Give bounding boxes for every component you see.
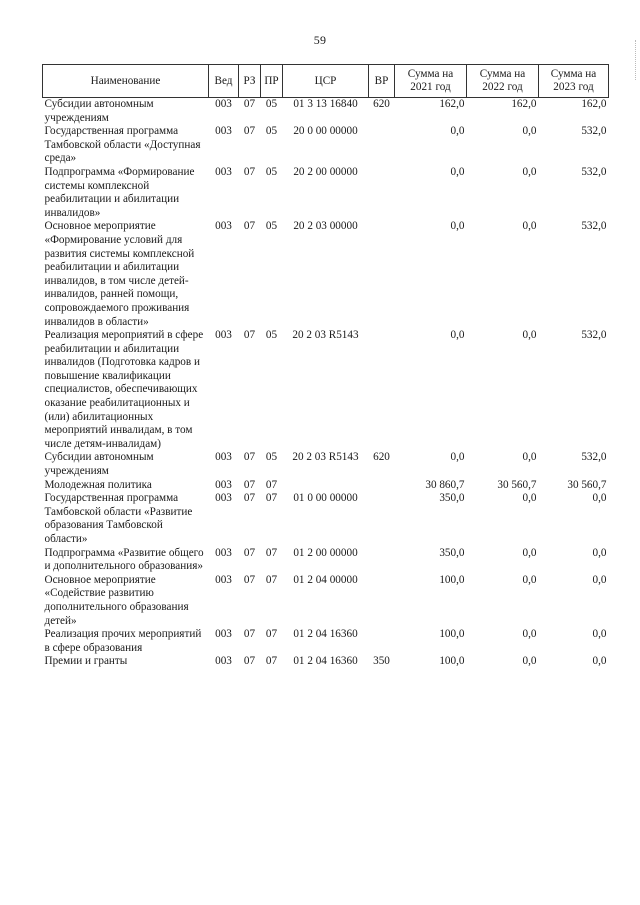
table-row	[43, 220, 609, 329]
cell-vr: 350	[373, 655, 390, 668]
table-header	[43, 65, 609, 98]
cell-ved: 003	[215, 125, 232, 138]
header-sum-2021: Сумма на 2021 год	[395, 65, 467, 98]
cell-pr: 05	[265, 98, 278, 110]
table-row	[43, 492, 609, 546]
cell-sum-2022: 0,0	[522, 165, 537, 178]
cell-csr: 20 0 00 00000	[293, 125, 358, 138]
cell-rz: 07	[243, 329, 256, 342]
cell-rz: 07	[243, 628, 256, 641]
cell-name: Основное мероприятие «Содействие развитию дополнительного образования детей»	[44, 573, 189, 627]
header-name: Наименование	[43, 65, 209, 98]
cell-pr: 05	[265, 165, 278, 178]
cell-rz: 07	[243, 478, 256, 491]
cell-csr: 20 2 03 R5143	[292, 451, 359, 464]
cell-csr: 20 2 03 00000	[293, 220, 358, 233]
header-csr: ЦСР	[283, 65, 369, 98]
header-ved: Вед	[209, 65, 239, 98]
cell-sum-2021: 30 860,7	[425, 478, 465, 491]
cell-sum-2022: 0,0	[522, 220, 537, 233]
cell-sum-2023: 532,0	[581, 220, 607, 233]
cell-sum-2022: 0,0	[522, 329, 537, 342]
table-row	[43, 547, 609, 574]
cell-ved: 003	[215, 220, 232, 233]
cell-csr: 01 2 04 16360	[293, 628, 358, 641]
cell-sum-2021: 0,0	[450, 220, 465, 233]
table-row	[43, 451, 609, 478]
header-vr: ВР	[369, 65, 395, 98]
cell-name: Премии и гранты	[44, 655, 128, 668]
cell-ved: 003	[215, 492, 232, 505]
cell-sum-2022: 0,0	[522, 546, 537, 559]
cell-sum-2021: 100,0	[439, 655, 465, 668]
cell-name: Государственная программа Тамбовской области «Развитие образования Тамбовской области»	[44, 492, 193, 545]
cell-vr	[369, 220, 395, 329]
cell-sum-2022: 0,0	[522, 451, 537, 464]
edge-scan-mark	[632, 40, 636, 80]
cell-rz: 07	[243, 573, 256, 586]
cell-sum-2023: 0,0	[592, 628, 607, 641]
cell-sum-2021: 0,0	[450, 165, 465, 178]
table-row	[43, 166, 609, 220]
cell-pr: 07	[265, 655, 278, 668]
cell-sum-2023: 30 560,7	[567, 478, 607, 491]
cell-sum-2021: 100,0	[439, 628, 465, 641]
cell-vr	[369, 166, 395, 220]
cell-rz: 07	[243, 125, 256, 138]
cell-csr: 01 2 04 00000	[293, 573, 358, 586]
cell-ved: 003	[215, 478, 232, 491]
cell-rz: 07	[243, 165, 256, 178]
cell-ved: 003	[215, 628, 232, 641]
cell-sum-2023: 162,0	[581, 98, 607, 110]
cell-sum-2022: 0,0	[522, 573, 537, 586]
cell-pr: 05	[265, 451, 278, 464]
cell-vr	[369, 479, 395, 493]
cell-ved: 003	[215, 546, 232, 559]
header-sum-2022: Сумма на 2022 год	[467, 65, 539, 98]
cell-vr: 620	[373, 451, 390, 464]
cell-csr: 01 0 00 00000	[293, 492, 358, 505]
cell-csr: 01 2 00 00000	[293, 546, 358, 559]
cell-csr: 01 3 13 16840	[293, 98, 358, 110]
cell-vr	[369, 329, 395, 451]
cell-sum-2021: 350,0	[439, 492, 465, 505]
cell-name: Основное мероприятие «Формирование условий для развития системы комплексной реабилитации и абилитации инвалидов, в том числе детей-инвалидов, ранней помощи, сопровождаемого проживания инвалидов в области»	[44, 220, 195, 328]
cell-csr: 01 2 04 16360	[293, 655, 358, 668]
cell-name: Реализация мероприятий в сфере реабилитации и абилитации инвалидов (Подготовка кадров и повышение квалификации специалистов, обеспечивающих оказание реабилитационных и (или) абилитационных мероприятий инвалидам, в том числе детям-инвалидам)	[44, 329, 204, 450]
cell-name: Субсидии автономным учреждениям	[44, 451, 154, 478]
cell-sum-2023: 532,0	[581, 329, 607, 342]
cell-vr	[369, 492, 395, 546]
cell-csr	[283, 479, 369, 493]
table-row	[43, 98, 609, 126]
budget-table	[42, 64, 609, 669]
cell-sum-2023: 532,0	[581, 125, 607, 138]
table-row	[43, 329, 609, 451]
cell-sum-2022: 162,0	[511, 98, 537, 110]
cell-name: Подпрограмма «Развитие общего и дополнительного образования»	[44, 546, 204, 573]
table-row	[43, 628, 609, 655]
table-row	[43, 574, 609, 628]
cell-name: Государственная программа Тамбовской области «Доступная среда»	[44, 125, 201, 165]
cell-vr	[369, 547, 395, 574]
cell-sum-2022: 30 560,7	[497, 478, 537, 491]
cell-sum-2021: 350,0	[439, 546, 465, 559]
cell-csr: 20 2 00 00000	[293, 165, 358, 178]
header-pr: ПР	[261, 65, 283, 98]
cell-pr: 07	[265, 628, 278, 641]
cell-ved: 003	[215, 98, 232, 110]
table-row	[43, 655, 609, 669]
cell-sum-2023: 0,0	[592, 546, 607, 559]
cell-rz: 07	[243, 492, 256, 505]
cell-sum-2023: 0,0	[592, 655, 607, 668]
cell-pr: 07	[265, 478, 278, 491]
cell-name: Субсидии автономным учреждениям	[44, 98, 154, 124]
cell-pr: 07	[265, 546, 278, 559]
cell-rz: 07	[243, 546, 256, 559]
cell-pr: 05	[265, 220, 278, 233]
cell-pr: 05	[265, 329, 278, 342]
table-row	[43, 125, 609, 166]
cell-sum-2021: 162,0	[439, 98, 465, 110]
cell-pr: 07	[265, 573, 278, 586]
cell-csr: 20 2 03 R5143	[292, 329, 359, 342]
table-row	[43, 479, 609, 493]
cell-sum-2022: 0,0	[522, 492, 537, 505]
cell-rz: 07	[243, 655, 256, 668]
page-number: 59	[313, 33, 327, 47]
cell-name: Реализация прочих мероприятий в сфере образования	[44, 628, 202, 654]
cell-sum-2021: 100,0	[439, 573, 465, 586]
cell-ved: 003	[215, 655, 232, 668]
header-rz: РЗ	[239, 65, 261, 98]
cell-sum-2023: 0,0	[592, 492, 607, 505]
cell-pr: 07	[265, 492, 278, 505]
cell-sum-2023: 0,0	[592, 573, 607, 586]
header-sum-2023: Сумма на 2023 год	[539, 65, 609, 98]
cell-vr	[369, 628, 395, 655]
cell-sum-2022: 0,0	[522, 655, 537, 668]
cell-name: Молодежная политика	[44, 478, 152, 491]
cell-sum-2021: 0,0	[450, 125, 465, 138]
cell-sum-2022: 0,0	[522, 125, 537, 138]
cell-sum-2023: 532,0	[581, 451, 607, 464]
cell-rz: 07	[243, 451, 256, 464]
table-body	[43, 98, 609, 669]
cell-ved: 003	[215, 165, 232, 178]
cell-ved: 003	[215, 329, 232, 342]
cell-ved: 003	[215, 573, 232, 586]
cell-sum-2022: 0,0	[522, 628, 537, 641]
cell-vr	[369, 574, 395, 628]
cell-rz: 07	[243, 220, 256, 233]
cell-vr: 620	[373, 98, 390, 110]
cell-sum-2021: 0,0	[450, 329, 465, 342]
cell-vr	[369, 125, 395, 166]
cell-sum-2023: 532,0	[581, 165, 607, 178]
cell-pr: 05	[265, 125, 278, 138]
cell-name: Подпрограмма «Формирование системы комплексной реабилитации и абилитации инвалидов»	[44, 165, 195, 219]
cell-ved: 003	[215, 451, 232, 464]
cell-sum-2021: 0,0	[450, 451, 465, 464]
cell-rz: 07	[243, 98, 256, 110]
